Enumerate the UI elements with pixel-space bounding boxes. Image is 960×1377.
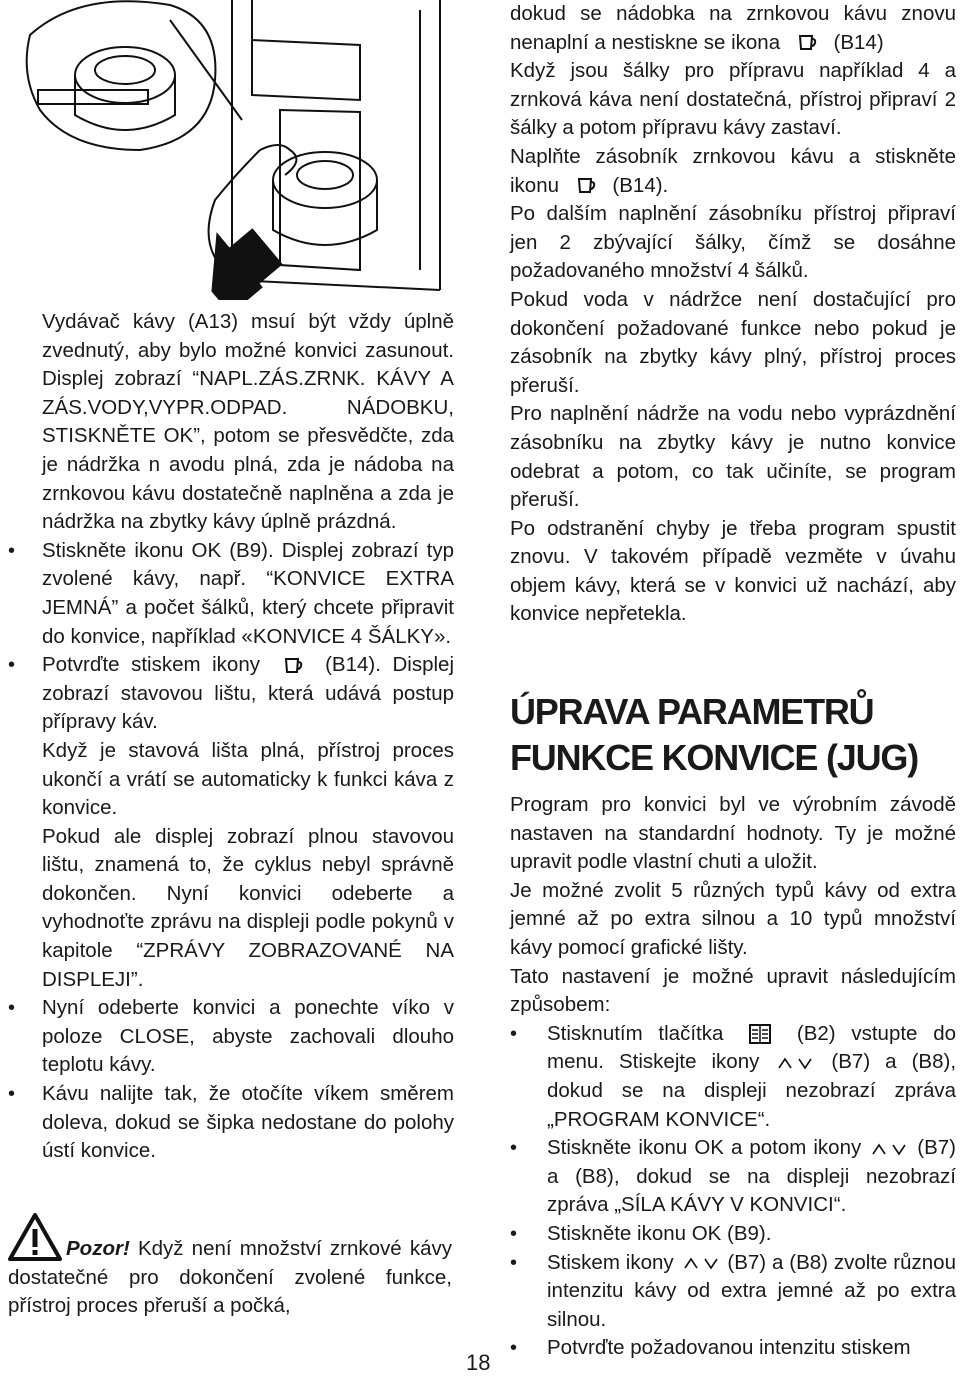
paragraph: Když jsou šálky pro přípravu například 4 a zrnková káva není dostatečná, přístroj připraví 2 šálky a potom přípravu kávy zastaví. — [510, 59, 956, 140]
list-item: • Stiskněte ikonu OK (B9). Displej zobrazí typ zvolené kávy, např. “KONVICE EXTRA JEMNÁ” a počet šálků, který chcete připravit do konvice, například «KONVICE 4 ŠÁLKY». — [42, 537, 454, 651]
list-item: • Potvrďte požadovanou intenzitu stiskem — [547, 1334, 956, 1363]
list-item: • Nyní odeberte konvici a ponechte víko v poloze CLOSE, abyste zachovali dlouho teplotu kávy. — [42, 994, 454, 1080]
paragraph: Tato nastavení je možné upravit následujícím způsobem: — [510, 964, 956, 1017]
paragraph: Pro naplnění nádrže na vodu nebo vyprázdnění zásobníku na zbytky kávy je nutno konvice odebrat a potom, co tak učiníte, se program přeruší. — [510, 402, 956, 512]
warning-label: Pozor! — [66, 1237, 130, 1260]
paragraph: Naplňte zásobník zrnkovou kávu a stiskněte ikonu (B14). — [510, 144, 956, 197]
jug-icon — [786, 34, 828, 52]
list-item: • Stiskněte ikonu OK a potom ikony (B7) a (B8), dokud se na displeji nezobrazí zpráva „SÍLA KÁVY V KONVICI“. — [547, 1134, 956, 1220]
section-heading: ÚPRAVA PARAMETRŮ FUNKCE KONVICE (JUG) — [510, 691, 919, 779]
warning-text: Když není množství zrnkové kávy dostatečné pro dokončení zvolené funkce, přístroj proces přeruší a počká, — [8, 1237, 452, 1318]
paragraph: Pokud voda v nádržce není dostačující pro dokončení požadované funkce nebo pokud je zásobník na zbytky kávy plný, přístroj proces přeruší. — [510, 287, 956, 397]
jug-icon — [565, 177, 607, 195]
up-down-arrows-icon — [680, 1256, 722, 1270]
up-down-arrows-icon — [774, 1056, 816, 1070]
right-column — [510, 0, 956, 1363]
page-number: 18 — [466, 1350, 491, 1375]
warning-note — [8, 1213, 452, 1321]
jug-icon — [272, 657, 314, 675]
list-item: • Stiskněte ikonu OK (B9). — [547, 1220, 956, 1249]
menu-icon — [739, 1024, 781, 1044]
list-item: • Stiskem ikony (B7) a (B8) zvolte různou intenzitu kávy od extra jemné až po extra silnou. — [547, 1249, 956, 1335]
intro-paragraph: Vydávač kávy (A13) msuí být vždy úplně zvednutý, aby bylo možné konvici zasunout. Displej zobrazí “NAPL.ZÁS.ZRNK. KÁVY A ZÁS.VODY,VYPR.ODPAD. NÁDOBKU, STISKNĚTE OK”, potom se přesvědčte, zda je nádržka n avodu plná, zda je nádoba na zrnkovou kávu dostatečně naplněna a zda je nádržka na zbytky kávy úplně prázdná. — [42, 310, 454, 534]
paragraph: Když je stavová lišta plná, přístroj proces ukončí a vrátí se automaticky k funkci káva z konvice. — [42, 738, 454, 820]
warning-triangle-icon — [8, 1213, 62, 1261]
paragraph: Je možné zvolit 5 různých typů kávy od extra jemné až po extra silnou a 10 typů množství kávy pomocí grafické lišty. — [510, 878, 956, 960]
paragraph: dokud se nádobka na zrnkovou kávu znovu nenaplní a nestiskne se ikona (B14) — [510, 2, 956, 54]
list-item: • Stisknutím tlačítka (B2) vstupte do menu. Stiskejte ikony (B7) a (B8), dokud se na displeji nezobrazí zpráva „PROGRAM KONVICE“. — [547, 1020, 956, 1134]
paragraph: Pokud ale displej zobrazí plnou stavovou lištu, znamená to, že cyklus nebyl správně dokončen. Nyní konvici odeberte a vyhodnoťte zprávu na displeji podle pokynů v kapitole “ZPRÁVY ZOBRAZOVANÉ NA DISPLEJI”. — [42, 824, 454, 991]
left-column — [42, 308, 454, 1166]
paragraph: Po dalším naplnění zásobníku přístroj připraví jen 2 zbývající šálky, čímž se dosáhne požadovaného množství 4 šálků. — [510, 202, 956, 283]
list-item: • Potvrďte stiskem ikony (B14). Displej zobrazí stavovou lištu, která udává postup přípravy káv. — [42, 651, 454, 737]
up-down-arrows-icon — [868, 1142, 910, 1156]
paragraph: Program pro konvici byl ve výrobním závodě nastaven na standardní hodnoty. Ty je možné upravit podle vlastní chuti a uložit. — [510, 793, 956, 874]
list-item: • Kávu nalijte tak, že otočíte víkem směrem doleva, dokud se šipka nedostane do polohy ústí konvice. — [42, 1080, 454, 1166]
paragraph: Po odstranění chyby je třeba program spustit znovu. V takovém případě vezměte v úvahu objem kávy, která se v konvici už nachází, aby konvice nepřetekla. — [510, 516, 956, 626]
coffee-machine-illustration — [20, 0, 456, 300]
